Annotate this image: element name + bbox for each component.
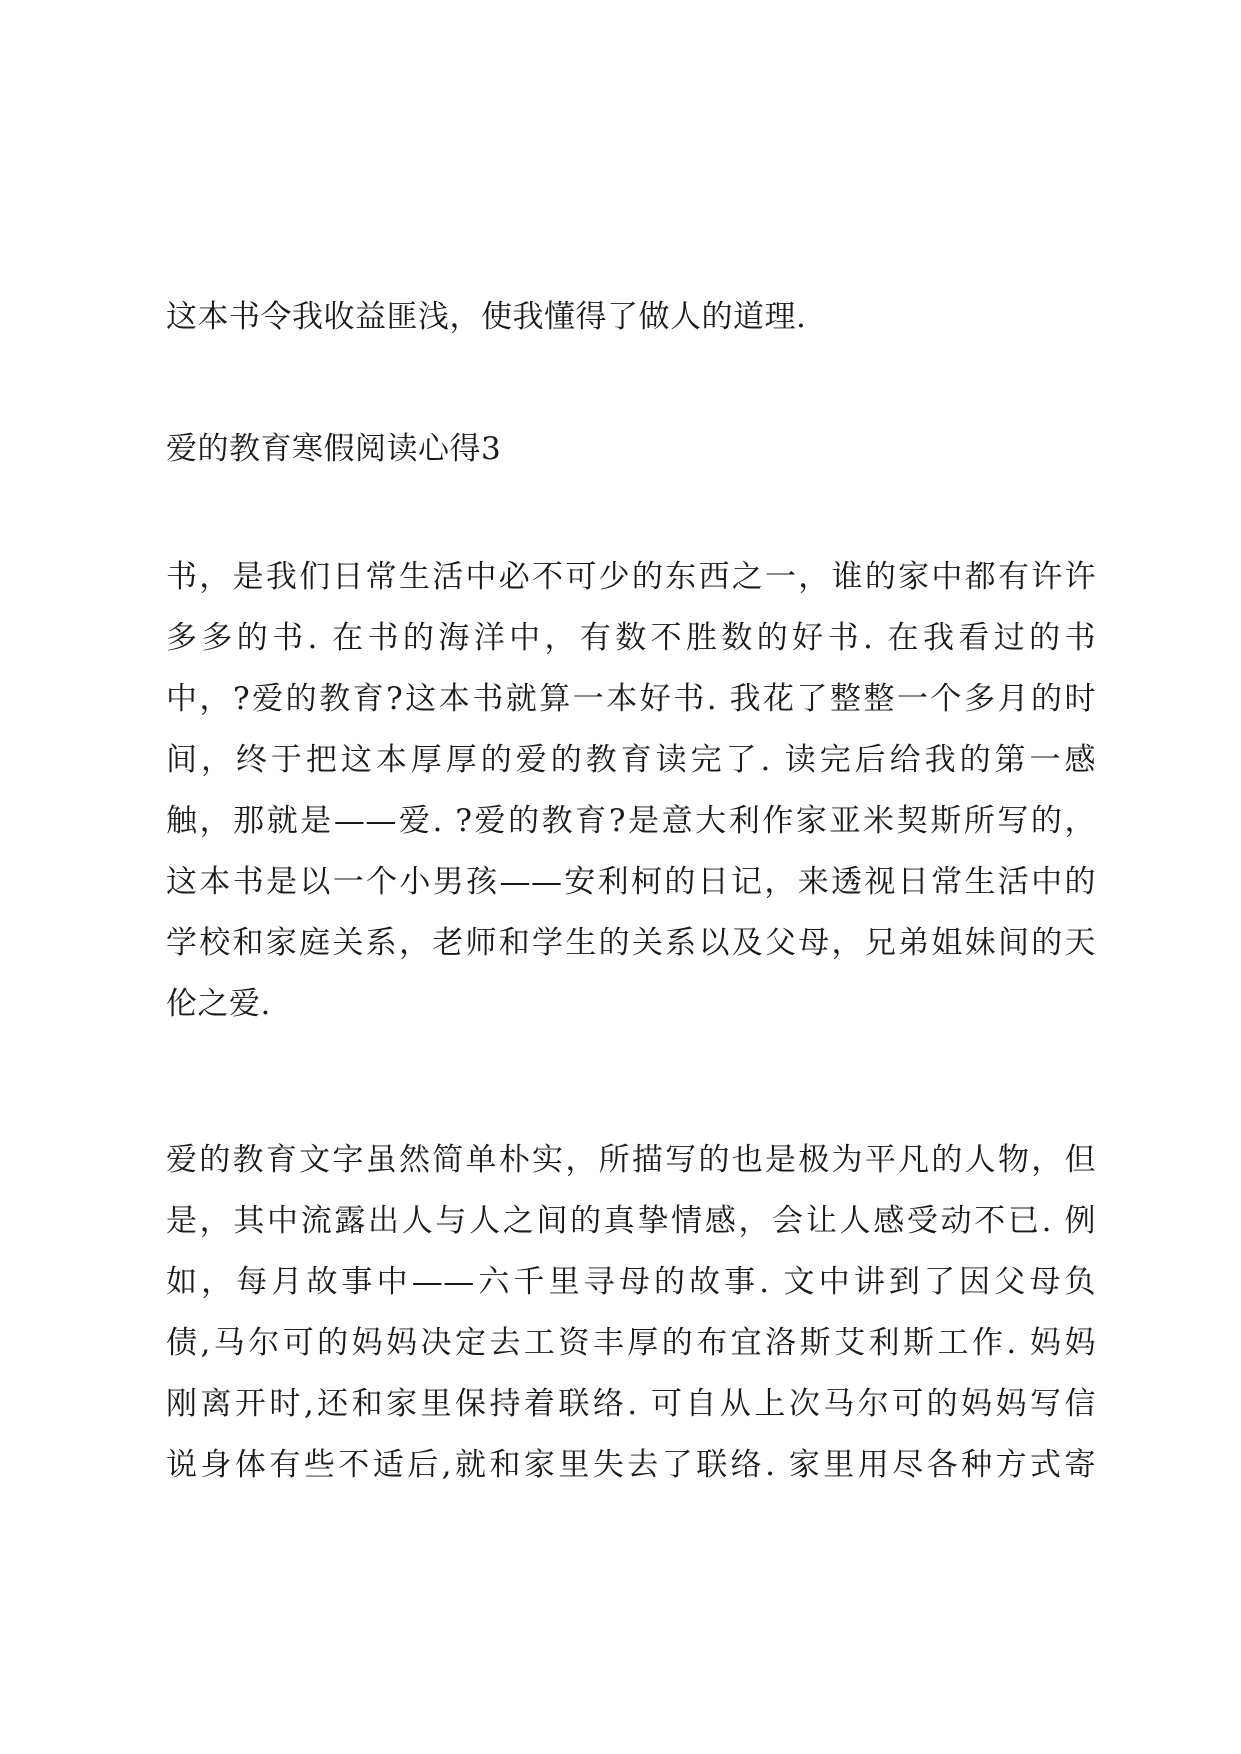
paragraph-line: 间，终于把这本厚厚的爱的教育读完了. 读完后给我的第一感 xyxy=(166,742,1096,778)
paragraph-line: 爱的教育文字虽然简单朴实，所描写的也是极为平凡的人物，但 xyxy=(166,1142,1096,1178)
paragraph-line: 伦之爱. xyxy=(166,986,271,1022)
paragraph-line: 书，是我们日常生活中必不可少的东西之一，谁的家中都有许许 xyxy=(166,559,1096,595)
paragraph-line: 是，其中流露出人与人之间的真挚情感，会让人感受动不已. 例 xyxy=(166,1203,1096,1239)
paragraph-line: 学校和家庭关系，老师和学生的关系以及父母，兄弟姐妹间的天 xyxy=(166,925,1096,961)
paragraph-1 xyxy=(166,287,1096,348)
paragraph-line: 中，?爱的教育?这本书就算一本好书. 我花了整整一个多月的时 xyxy=(166,681,1096,717)
paragraph-line: 说身体有些不适后,就和家里失去了联络. 家里用尽各种方式寄 xyxy=(166,1447,1096,1483)
paragraph-line: 这本书令我收益匪浅，使我懂得了做人的道理. xyxy=(166,299,807,335)
paragraph-line: 这本书是以一个小男孩——安利柯的日记，来透视日常生活中的 xyxy=(166,864,1096,900)
paragraph-line: 债,马尔可的妈妈决定去工资丰厚的布宜洛斯艾利斯工作. 妈妈 xyxy=(166,1325,1096,1361)
paragraph-line: 多多的书. 在书的海洋中，有数不胜数的好书. 在我看过的书 xyxy=(166,620,1096,656)
paragraph-line: 如，每月故事中——六千里寻母的故事. 文中讲到了因父母负 xyxy=(166,1264,1096,1300)
section-heading xyxy=(166,419,1096,480)
paragraph-2 xyxy=(166,547,1096,1035)
heading-text: 爱的教育寒假阅读心得3 xyxy=(166,431,502,467)
paragraph-line: 刚离开时,还和家里保持着联络. 可自从上次马尔可的妈妈写信 xyxy=(166,1386,1096,1422)
paragraph-line: 触，那就是——爱. ?爱的教育?是意大利作家亚米契斯所写的， xyxy=(166,803,1096,839)
paragraph-3 xyxy=(166,1130,1096,1496)
